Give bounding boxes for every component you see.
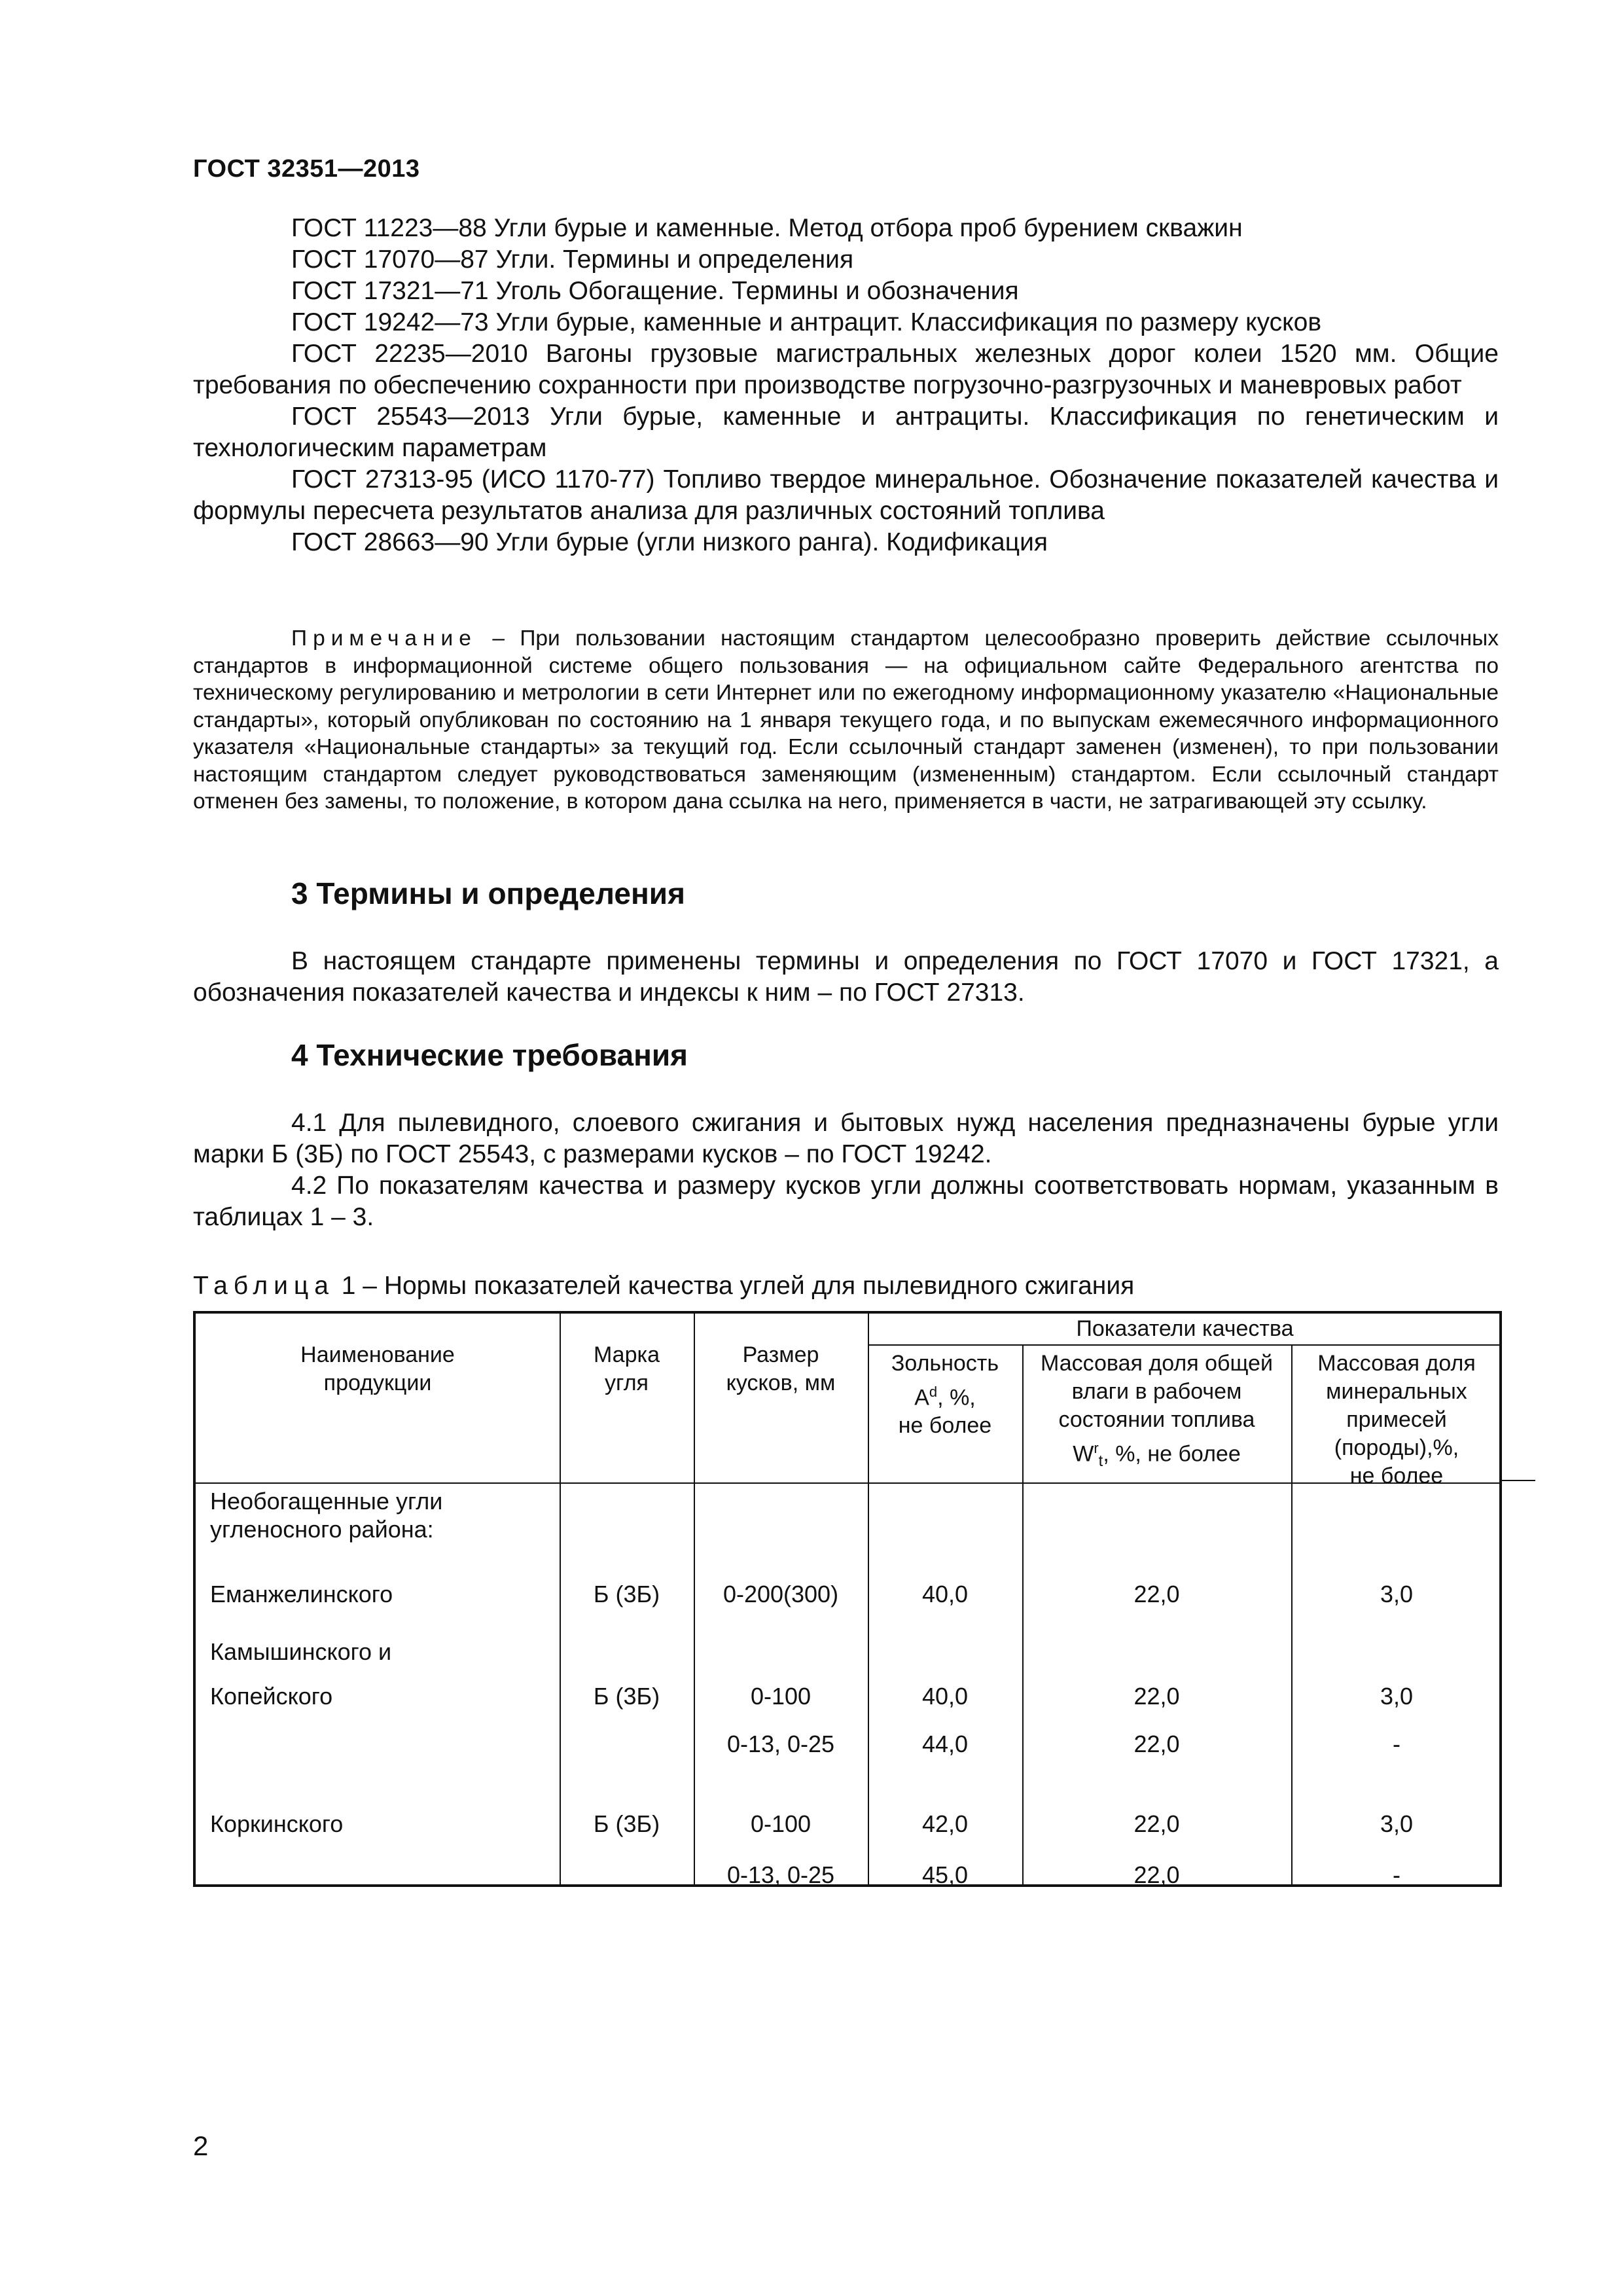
reference-item: ГОСТ 22235—2010 Вагоны грузовые магистральных железных дорог колеи 1520 мм. Общие требования по обеспечению сохранности при производстве погрузочно-разгрузочных и маневровых работ: [193, 340, 1499, 399]
header-size: Размер кусков, мм: [726, 1342, 836, 1395]
document-code-header: ГОСТ 32351—2013: [193, 155, 420, 183]
header-product: Наименование продукции: [300, 1342, 455, 1395]
page-number: 2: [193, 2130, 209, 2161]
table-caption-label: Таблица: [193, 1272, 334, 1300]
section-4-title: 4 Технические требования: [291, 1038, 688, 1072]
reference-item: ГОСТ 28663—90 Угли бурые (угли низкого ранга). Кодификация: [291, 528, 1048, 556]
table-cell-moisture: 22,0: [1133, 1581, 1180, 1607]
note-text: – При пользовании настоящим стандартом целесообразно проверить действие ссылочных стандартов в информационной системе общего пользования — на официальном сайте Федерального агентства по техническому регулированию и метрологии в сети Интернет или по ежегодному информационному указателю «Национальные стандарты», который опубликован по состоянию на 1 января текущего года, и по выпускам ежемесячного информационного указателя «Национальные стандарты» за текущий год. Если ссылочный стандарт заменен (изменен), то при пользовании настоящим стандартом следует руководствоваться заменяющим (измененным) стандартом. Если ссылочный стандарт отменен без замены, то положение, в котором дана ссылка на него, применяется в части, не затрагивающей эту ссылку.: [193, 626, 1499, 814]
table-cell-moisture: 22,0: [1133, 1731, 1180, 1757]
group-header-underline: [868, 1344, 1502, 1346]
table-cell-size: 0-100: [750, 1810, 812, 1837]
header-moisture: Массовая доля общей влаги в рабочем состоянии топлива $W^r_t$, %, не более: [1041, 1351, 1273, 1471]
table-cell-minerals: 3,0: [1380, 1581, 1414, 1607]
table-cell-ash: 42,0: [921, 1810, 969, 1837]
table-cell-size: 0-13, 0-25: [726, 1861, 835, 1888]
table-row-name: Необогащенные угли: [210, 1488, 443, 1515]
normative-references-list: [193, 213, 1499, 558]
table-cell-grade: Б (3Б): [593, 1683, 660, 1710]
table-cell-ash: 40,0: [921, 1581, 969, 1607]
reference-item: ГОСТ 27313-95 (ИСО 1170-77) Топливо твердое минеральное. Обозначение показателей качества и формулы пересчета результатов анализа для различных состояний топлива: [193, 465, 1499, 525]
table-cell-ash: 40,0: [921, 1683, 969, 1710]
reference-item: ГОСТ 19242—73 Угли бурые, каменные и антрацит. Классификация по размеру кусков: [291, 308, 1322, 336]
header-rule-extension: [1499, 1480, 1535, 1481]
reference-item: ГОСТ 17070—87 Угли. Термины и определения: [291, 245, 854, 274]
note-label: Примечание: [291, 626, 477, 651]
header-grade: Марка угля: [593, 1342, 660, 1395]
table-cell-minerals: 3,0: [1380, 1683, 1414, 1710]
table-cell-grade: Б (3Б): [593, 1581, 660, 1607]
table-1-caption: [193, 1272, 1134, 1300]
table-row-name: Копейского: [210, 1683, 333, 1710]
header-quality-indicators: Показатели качества: [1076, 1316, 1294, 1341]
table-cell-size: 0-13, 0-25: [726, 1731, 835, 1757]
table-1: [193, 1311, 1502, 1887]
reference-item: ГОСТ 25543—2013 Угли бурые, каменные и антрациты. Классификация по генетическим и технологическим параметрам: [193, 403, 1499, 462]
header-ash: Зольность $A^d$, %, не более: [891, 1351, 999, 1439]
table-cell-moisture: 22,0: [1133, 1683, 1180, 1710]
table-row-name: Еманжелинского: [210, 1581, 393, 1607]
header-minerals: Массовая доля минеральных примесей (породы),%, не более: [1317, 1351, 1476, 1488]
table-row-name: Камышинского и: [210, 1638, 392, 1665]
table-cell-minerals: 3,0: [1380, 1810, 1414, 1837]
table-cell-ash: 44,0: [921, 1731, 969, 1757]
table-cell-grade: Б (3Б): [593, 1810, 660, 1837]
note-paragraph: [193, 625, 1499, 816]
section-3-text: В настоящем стандарте применены термины и определения по ГОСТ 17070 и ГОСТ 17321, а обозначения показателей качества и индексы к ним – по ГОСТ 27313.: [193, 947, 1499, 1007]
reference-item: ГОСТ 17321—71 Уголь Обогащение. Термины и обозначения: [291, 277, 1019, 305]
table-row-name: угленосного района:: [210, 1516, 434, 1543]
table-cell-minerals: -: [1393, 1861, 1400, 1888]
table-row-name: Коркинского: [210, 1810, 344, 1837]
reference-item: ГОСТ 11223—88 Угли бурые и каменные. Метод отбора проб бурением скважин: [291, 214, 1243, 242]
section-3-title: 3 Термины и определения: [291, 876, 685, 910]
table-cell-minerals: -: [1393, 1731, 1400, 1757]
table-cell-moisture: 22,0: [1133, 1810, 1180, 1837]
table-cell-size: 0-200(300): [722, 1581, 839, 1607]
section-4-paragraph-1: 4.1 Для пылевидного, слоевого сжигания и бытовых нужд населения предназначены бурые угли марки Б (3Б) по ГОСТ 25543, с размерами кусков – по ГОСТ 19242.: [193, 1109, 1499, 1168]
table-cell-moisture: 22,0: [1133, 1861, 1180, 1888]
table-caption-text: 1 – Нормы показателей качества углей для пылевидного сжигания: [341, 1272, 1135, 1300]
table-cell-size: 0-100: [750, 1683, 812, 1710]
section-4-paragraph-2: 4.2 По показателям качества и размеру кусков угли должны соответствовать нормам, указанным в таблицах 1 – 3.: [193, 1172, 1499, 1231]
table-cell-ash: 45,0: [921, 1861, 969, 1888]
